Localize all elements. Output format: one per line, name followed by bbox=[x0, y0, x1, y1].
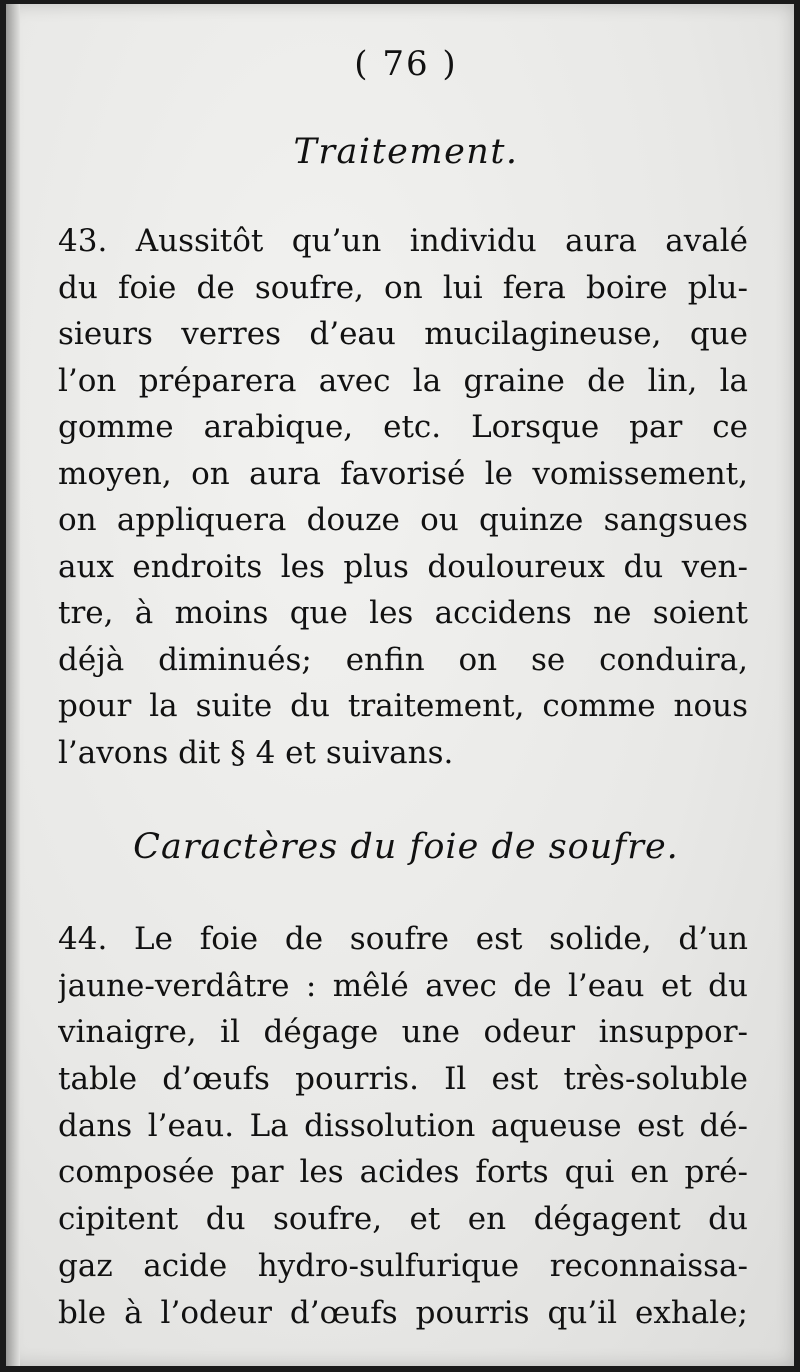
text-line: déjà diminués; enfin on se conduira, bbox=[58, 641, 748, 678]
page-binding-shadow bbox=[6, 4, 20, 1366]
page-number: ( 76 ) bbox=[354, 44, 458, 84]
text-line: jaune-verdâtre : mêlé avec de l’eau et du bbox=[58, 967, 748, 1004]
text-line: vinaigre, il dégage une odeur insuppor- bbox=[58, 1014, 748, 1051]
text-line: gaz acide hydro-sulfurique reconnaissa- bbox=[58, 1247, 748, 1284]
text-line: on appliquera douze ou quinze sangsues bbox=[58, 502, 748, 538]
section-heading-caracteres: Caractères du foie de soufre. bbox=[133, 827, 679, 867]
text-line: 43. Aussitôt qu’un individu aura avalé bbox=[58, 223, 748, 259]
text-line: du foie de soufre, on lui fera boire plu- bbox=[58, 269, 748, 306]
text-line: table d’œufs pourris. Il est très-soluble bbox=[58, 1061, 748, 1098]
text-line: dans l’eau. La dissolution aqueuse est dé- bbox=[58, 1107, 748, 1144]
text-line: aux endroits les plus douloureux du ven- bbox=[58, 548, 748, 585]
paragraph-43 bbox=[58, 218, 748, 776]
text-line: l’on préparera avec la graine de lin, la bbox=[58, 362, 748, 399]
text-line: 44. Le foie de soufre est solide, d’un bbox=[58, 921, 748, 957]
text-line: moyen, on aura favorisé le vomissement, bbox=[58, 455, 748, 492]
book-page bbox=[6, 4, 794, 1366]
text-line: cipitent du soufre, et en dégagent du bbox=[58, 1201, 748, 1238]
text-line: pour la suite du traitement, comme nous bbox=[58, 688, 748, 724]
paragraph-44 bbox=[58, 916, 748, 1336]
text-line: composée par les acides forts qui en pré- bbox=[58, 1154, 748, 1191]
text-line: ble à l’odeur d’œufs pourris qu’il exhale; bbox=[58, 1294, 748, 1331]
text-line: l’avons dit § 4 et suivans. bbox=[58, 734, 454, 771]
text-line: tre, à moins que les accidens ne soient bbox=[58, 595, 748, 631]
text-line: gomme arabique, etc. Lorsque par ce bbox=[58, 409, 748, 445]
text-line: sieurs verres d’eau mucilagineuse, que bbox=[58, 316, 748, 352]
section-heading-traitement: Traitement. bbox=[293, 132, 519, 172]
